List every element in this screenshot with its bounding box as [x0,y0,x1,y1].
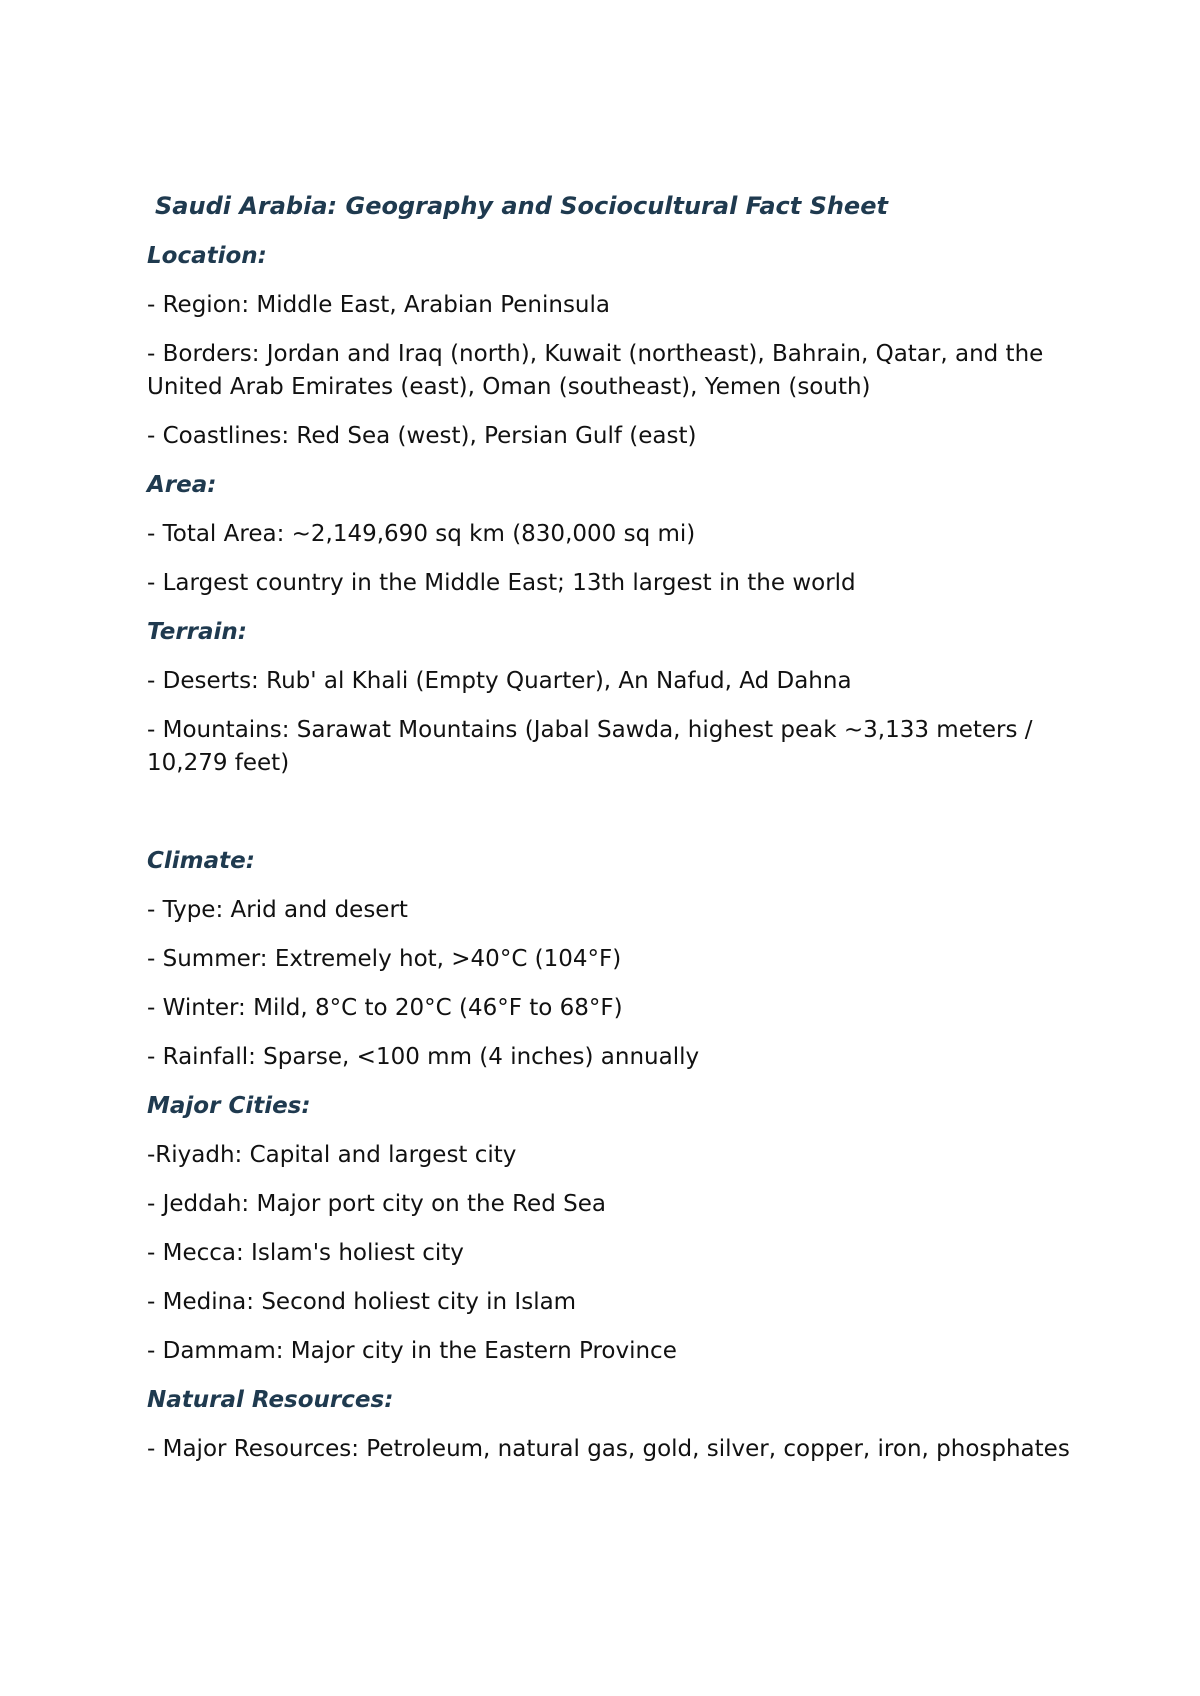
list-item: - Region: Middle East, Arabian Peninsula [147,292,610,318]
blank-paragraph [147,796,1077,845]
list-item: - Deserts: Rub' al Khali (Empty Quarter), An Nafud, Ad Dahna [147,668,852,694]
list-item: - Jeddah: Major port city on the Red Sea [147,1191,606,1217]
document-body [147,240,1077,1482]
list-item: - Type: Arid and desert [147,897,408,923]
list-item: - Borders: Jordan and Iraq (north), Kuwait (northeast), Bahrain, Qatar, and the United Arab Emirates (east), Oman (southeast), Yemen (south) [147,341,1044,400]
section-heading-area: Area: [147,472,217,498]
list-item: - Mountains: Sarawat Mountains (Jabal Sawda, highest peak ~3,133 meters / 10,279 feet) [147,717,1033,776]
section-heading-major-cities: Major Cities: [147,1093,311,1119]
list-item: -Riyadh: Capital and largest city [147,1142,517,1168]
list-item: - Coastlines: Red Sea (west), Persian Gulf (east) [147,423,697,449]
list-item: - Summer: Extremely hot, >40°C (104°F) [147,946,622,972]
list-item: - Rainfall: Sparse, <100 mm (4 inches) annually [147,1044,700,1070]
section-heading-natural-resources: Natural Resources: [147,1387,394,1413]
list-item: - Medina: Second holiest city in Islam [147,1289,577,1315]
section-heading-terrain: Terrain: [147,619,247,645]
list-item: - Dammam: Major city in the Eastern Province [147,1338,677,1364]
list-item: - Largest country in the Middle East; 13th largest in the world [147,570,856,596]
section-heading-climate: Climate: [147,848,255,874]
list-item: - Winter: Mild, 8°C to 20°C (46°F to 68°F) [147,995,623,1021]
list-item: - Total Area: ~2,149,690 sq km (830,000 sq mi) [147,521,696,547]
section-heading-location: Location: [147,243,267,269]
document-title: Saudi Arabia: Geography and Sociocultural Fact Sheet [155,192,888,220]
list-item: - Mecca: Islam's holiest city [147,1240,464,1266]
list-item: - Major Resources: Petroleum, natural gas, gold, silver, copper, iron, phosphates [147,1436,1070,1462]
